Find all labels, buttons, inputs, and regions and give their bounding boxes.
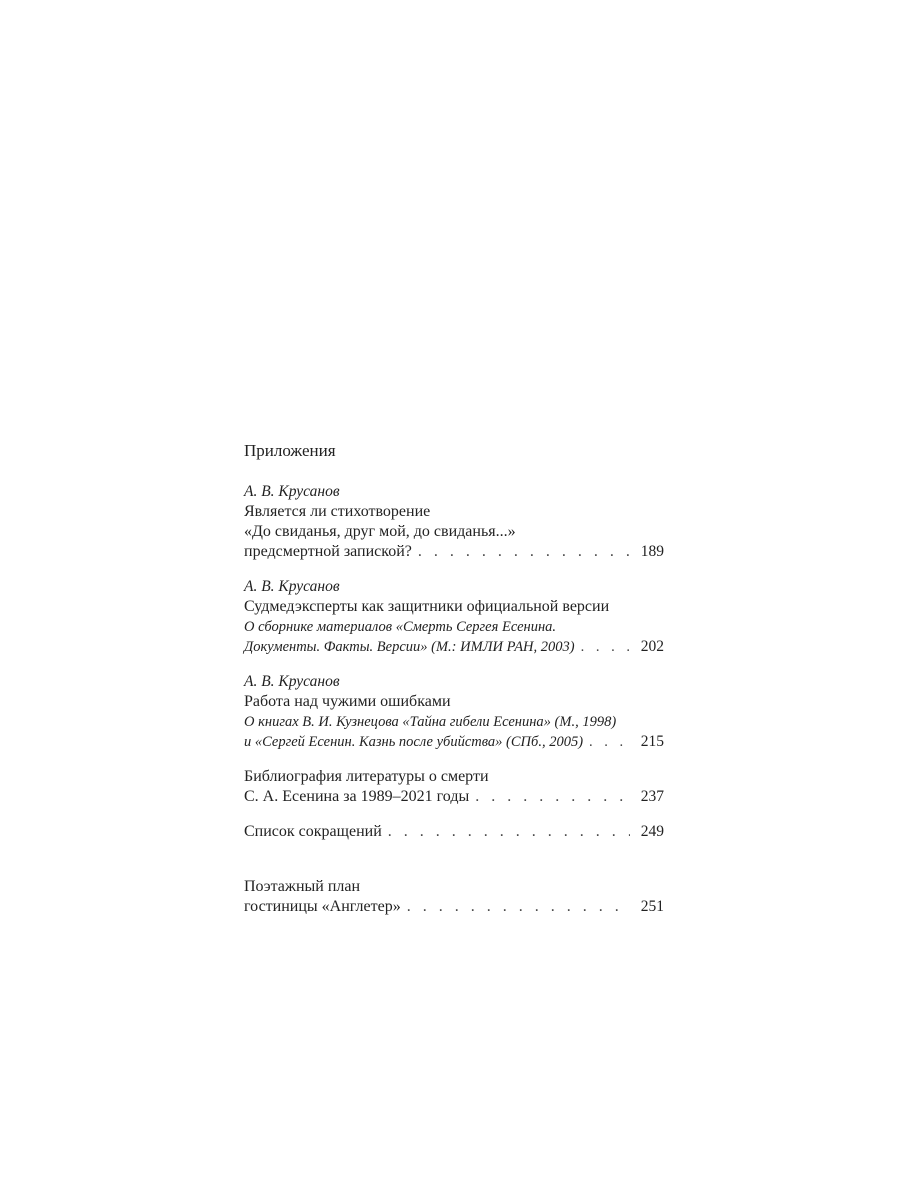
table-of-contents [244,440,664,932]
entry-title-line: Судмедэксперты как защитники официальной версии [244,598,610,615]
entry-author: А. В. Крусанов [244,673,340,690]
entry-title-line: Библиография литературы о смерти [244,768,489,785]
page-number: 215 [640,733,664,750]
entry-subtitle-text: и «Сергей Есенин. Казнь после убийства» (СПб., 2005) [244,734,584,750]
dot-leader [581,637,630,657]
dot-leader [475,787,630,807]
toc-entry-poem-note [244,482,664,562]
dot-leader [589,732,630,752]
page-number: 249 [640,823,664,840]
entry-title-line: Является ли стихотворение [244,503,431,520]
entry-title-line-with-page [244,787,664,807]
page-number: 202 [640,638,664,655]
entry-title-line-with-page [244,542,664,562]
entry-subtitle-line-with-page [244,637,664,657]
toc-entry-floor-plan [244,877,664,917]
entry-author: А. В. Крусанов [244,483,340,500]
page-number: 251 [640,898,664,915]
toc-entry-others-errors [244,672,664,752]
entry-title-text: Список сокращений [244,823,382,840]
entry-title-text: гостиницы «Англетер» [244,898,401,915]
toc-entry-bibliography [244,767,664,807]
page-number: 237 [640,788,664,805]
entry-subtitle-line: О книгах В. И. Кузнецова «Тайна гибели Есенина» (М., 1998) [244,714,617,730]
entry-title-line-with-page [244,897,664,917]
page-number: 189 [640,543,664,560]
dot-leader [418,542,630,562]
entry-title-text: предсмертной запиской? [244,543,412,560]
entry-subtitle-line-with-page [244,732,664,752]
entry-subtitle-line: О сборнике материалов «Смерть Сергея Есенина. [244,619,557,635]
toc-entry-abbreviations [244,822,664,842]
entry-author: А. В. Крусанов [244,578,340,595]
entry-title-line: «До свиданья, друг мой, до свиданья...» [244,523,516,540]
dot-leader [407,897,630,917]
section-gap [244,857,664,877]
entry-title-line: Поэтажный план [244,878,361,895]
entry-subtitle-text: Документы. Факты. Версии» (М.: ИМЛИ РАН, 2003) [244,639,575,655]
entry-title-line: Работа над чужими ошибками [244,693,451,710]
section-title: Приложения [244,441,336,460]
entry-title-text: С. А. Есенина за 1989–2021 годы [244,788,470,805]
dot-leader [388,822,630,842]
entry-title-line-with-page [244,822,664,842]
toc-entry-forensic-experts [244,577,664,657]
